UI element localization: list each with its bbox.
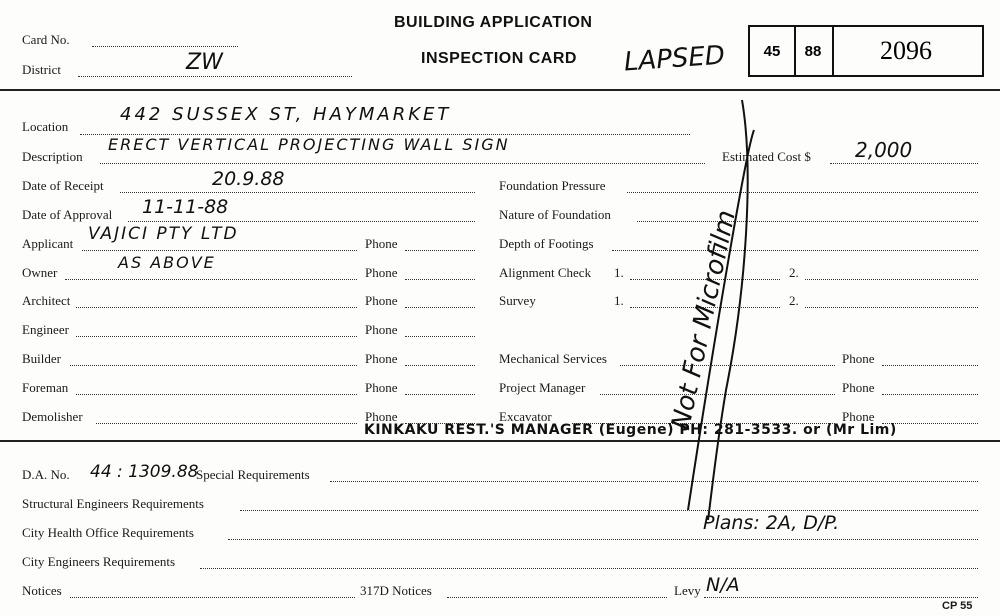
title-line1: BUILDING APPLICATION [394,14,593,31]
depth-of-footings-label: Depth of Footings [499,236,594,251]
alignment-check-label: Alignment Check [499,265,592,280]
structural-line [240,510,978,511]
architect-phone-label: Phone [365,293,398,308]
contact-note: KINKAKU REST.'S MANAGER (Eugene) PH: 281-3533. or (Mr Lim) [364,422,897,438]
ref-part2: 88 [804,42,822,60]
engineer-label: Engineer [22,322,69,337]
excavator-phone-label: Phone [842,409,875,424]
applicant-phone-label: Phone [365,236,398,251]
notices-317d-line [447,597,667,598]
levy-value: N/A [706,574,740,596]
survey-label: Survey [499,293,536,308]
structural-label: Structural Engineers Requirements [22,496,204,511]
project-manager-phone-label: Phone [842,380,875,395]
nature-of-foundation-label: Nature of Foundation [499,207,611,222]
city-engineers-line [200,568,978,569]
estimated-cost-label: Estimated Cost $ [722,149,811,164]
date-of-approval-label: Date of Approval [22,207,113,222]
mechanical-phone-label: Phone [842,351,875,366]
owner-phone-label: Phone [365,265,398,280]
special-requirements-label: Special Requirements [196,467,310,482]
estimated-cost-line [830,163,978,164]
owner-line [65,279,357,280]
mechanical-phone-line [882,365,978,366]
health-label: City Health Office Requirements [22,525,194,540]
demolisher-line [96,423,357,424]
owner-label: Owner [22,265,58,280]
description-label: Description [22,149,83,164]
applicant-line [82,250,357,251]
builder-label: Builder [22,351,61,366]
date-of-receipt-value: 20.9.88 [212,168,285,190]
levy-line [704,597,978,598]
demolisher-label: Demolisher [22,409,83,424]
ref-part1: 45 [763,42,781,60]
engineer-line [76,336,357,337]
foreman-phone-label: Phone [365,380,398,395]
date-of-approval-line [128,221,475,222]
district-label: District [22,62,61,77]
foreman-phone-line [405,394,475,395]
notices-line [70,597,355,598]
header-rule [0,89,1000,91]
builder-phone-label: Phone [365,351,398,366]
foundation-pressure-label: Foundation Pressure [499,178,606,193]
project-manager-label: Project Manager [499,380,586,395]
survey-n2: 2. [789,293,799,308]
survey-line2 [805,307,978,308]
date-of-approval-value: 11-11-88 [142,196,229,218]
alignment-check-n2: 2. [789,265,799,280]
stamp-text: Not For Microfilm [666,207,742,433]
date-of-receipt-line [120,192,475,193]
owner-value: AS ABOVE [118,253,216,272]
description-value: ERECT VERTICAL PROJECTING WALL SIGN [108,135,510,154]
district-value: ZW [186,50,223,75]
city-engineers-label: City Engineers Requirements [22,554,176,569]
alignment-check-n1: 1. [614,265,624,280]
middle-rule [0,440,1000,442]
project-manager-phone-line [882,394,978,395]
owner-phone-line [405,279,475,280]
applicant-value: VAJICI PTY LTD [88,224,239,244]
date-of-receipt-label: Date of Receipt [22,178,104,193]
survey-n1: 1. [614,293,624,308]
demolisher-phone-label: Phone [365,409,398,424]
ref-number: 2096 [880,36,932,65]
health-value: Plans: 2A, D/P. [703,512,840,534]
foreman-line [76,394,357,395]
architect-label: Architect [22,293,71,308]
da-no-value: 44 : 1309.88 [90,462,199,482]
alignment-check-line2 [805,279,978,280]
notices-317d-label: 317D Notices [360,583,432,598]
location-label: Location [22,119,69,134]
lapsed-handwriting: LAPSED [623,40,726,78]
builder-phone-line [405,365,475,366]
not-for-microfilm-stamp [634,90,774,530]
excavator-label: Excavator [499,409,552,424]
title-line2: INSPECTION CARD [421,50,577,67]
footer-code: CP 55 [942,600,973,612]
district-line [78,76,352,77]
description-line [100,163,705,164]
card-no-label: Card No. [22,32,70,47]
mechanical-services-label: Mechanical Services [499,351,607,366]
location-value: 442 SUSSEX ST, HAYMARKET [120,104,452,125]
health-line [228,539,978,540]
applicant-label: Applicant [22,236,74,251]
architect-phone-line [405,307,475,308]
foreman-label: Foreman [22,380,69,395]
levy-label: Levy [674,583,701,598]
engineer-phone-label: Phone [365,322,398,337]
estimated-cost-value: 2,000 [855,138,913,162]
card-no-line [92,46,238,47]
builder-line [70,365,357,366]
architect-line [76,307,357,308]
engineer-phone-line [405,336,475,337]
notices-label: Notices [22,583,62,598]
da-no-label: D.A. No. [22,467,70,482]
applicant-phone-line [405,250,475,251]
